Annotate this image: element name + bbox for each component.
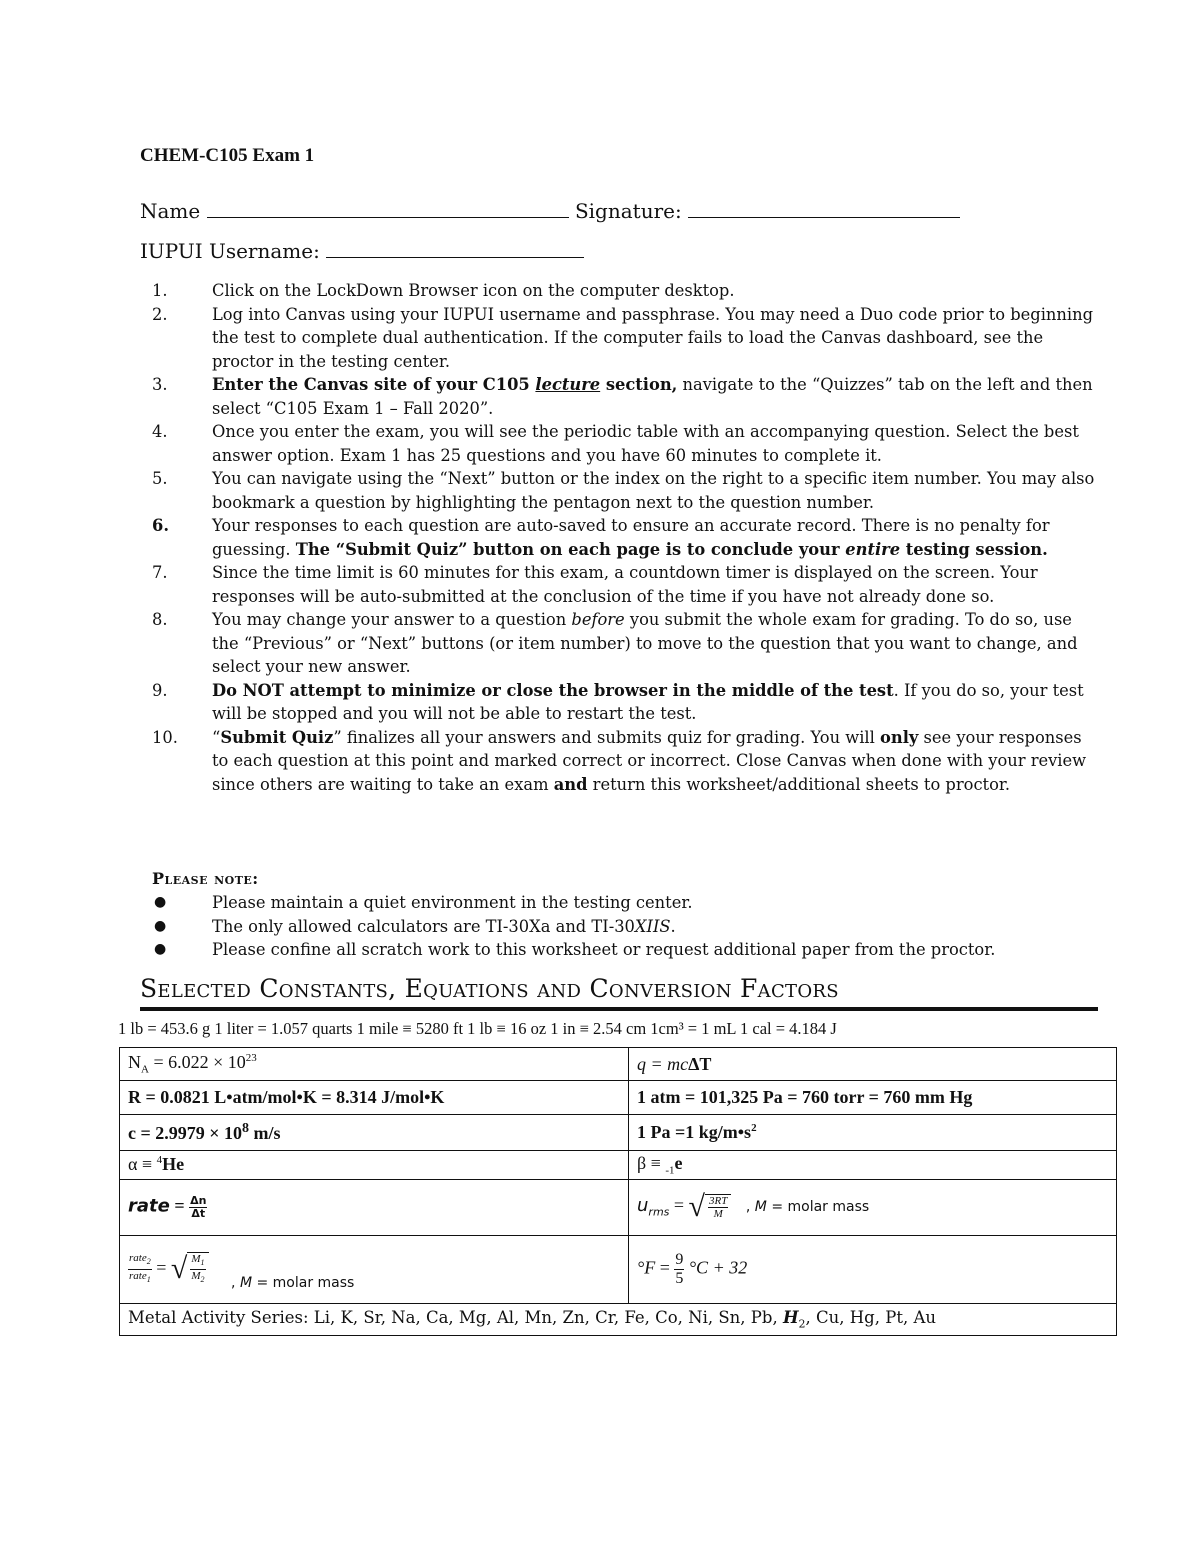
instruction-number: 1. (152, 281, 168, 300)
table-row (120, 1303, 1117, 1335)
instruction-item: 5. You can navigate using the “Next” button or the index on the right to a specific item number. You may also bookmark a question by highlighting the pentagon next to the question number. (152, 469, 1095, 512)
instruction-item: 7. Since the time limit is 60 minutes for this exam, a countdown timer is displayed on the screen. Your responses will be auto-submitted at the conclusion of the time if you have not already done so. (152, 563, 1038, 606)
beta-cell: β ≡ $_{-1}$e (629, 1151, 1117, 1180)
username-row (140, 239, 584, 263)
temperature-cell: °F = $\frac{9}{5}$ °C + 32 (629, 1235, 1117, 1303)
username-label: IUPUI Username: (140, 239, 320, 263)
note-heading: Please note: (152, 869, 259, 888)
username-field[interactable] (326, 239, 584, 258)
instruction-number: 7. (152, 563, 168, 582)
name-field[interactable] (207, 199, 569, 218)
signature-field[interactable] (688, 199, 960, 218)
table-row (120, 1179, 1117, 1235)
light-speed-cell: $c = 2.9979 \times 10^8$ m/s (120, 1115, 629, 1151)
note-bullet-item: ● Please confine all scratch work to this worksheet or request additional paper from the proctor. (140, 938, 1100, 962)
table-row (120, 1081, 1117, 1115)
avogadro-cell: $N_A = 6.022 \times 10^{23}$ (120, 1048, 629, 1081)
graham-cell: $\frac{rate_2}{rate_1}$ = √ $\frac{M_1}{M_2}$ $_{, M = molar mass}$ (120, 1235, 629, 1303)
note-bullet-item: ● Please maintain a quiet environment in the testing center. (140, 891, 1100, 915)
note-bullet-item: ● The only allowed calculators are TI-30Xa and TI-30XIIS. (140, 915, 1100, 939)
bullet-icon: ● (154, 917, 167, 934)
instruction-item: 6. Your responses to each question are auto-saved to ensure an accurate record. There is no penalty for guessing. The “Submit Quiz” button on each page is to conclude your entire testing session. (152, 516, 1050, 559)
heading-rule (140, 1007, 1098, 1011)
metal-activity-cell: Metal Activity Series: Li, K, Sr, Na, Ca, Mg, Al, Mn, Zn, Cr, Fe, Co, Ni, Sn, Pb, $H_2$, Cu, Hg, Pt, Au (120, 1303, 1117, 1335)
instruction-item: 9. Do NOT attempt to minimize or close the browser in the middle of the test. If you do so, your test will be stopped and you will not be able to restart the test. (152, 680, 1084, 723)
instruction-item: 2. Log into Canvas using your IUPUI username and passphrase. You may need a Duo code prior to beginning the test to complete dual authentication. If the computer fails to load the Canvas dashboard, see the proctor in the testing center. (152, 304, 1093, 371)
instruction-number: 9. (152, 680, 168, 700)
instruction-item: 3. Enter the Canvas site of your C105 lecture section, navigate to the “Quizzes” tab on the left and then select “C105 Exam 1 – Fall 2020”. (152, 375, 1093, 418)
instruction-item: 8. You may change your answer to a question before you submit the whole exam for grading. To do so, use the “Previous” or “Next” buttons (or item number) to move to the question that you want to change, and select your new answer. (152, 610, 1078, 676)
constants-heading: Selected Constants, Equations and Conversion Factors (140, 974, 839, 1003)
signature-label: Signature: (574, 199, 682, 223)
heat-cell: q = mcΔT (629, 1048, 1117, 1081)
equations-table (119, 1047, 1117, 1336)
instruction-number: 2. (152, 304, 168, 324)
instruction-item: 1. Click on the LockDown Browser icon on the computer desktop. (140, 279, 1100, 303)
rate-cell: rate = $\frac{\Delta n}{\Delta t}$ (120, 1179, 629, 1235)
atm-cell: 1 atm = 101,325 Pa = 760 torr = 760 mm Hg (629, 1081, 1117, 1115)
instructions-list (140, 279, 1100, 796)
instruction-number: 3. (152, 375, 168, 394)
page-title: CHEM-C105 Exam 1 (140, 145, 315, 166)
instruction-number: 8. (152, 610, 168, 629)
name-row (140, 199, 960, 223)
instruction-number: 6. (152, 516, 169, 535)
name-label: Name (140, 199, 201, 223)
instruction-item: 4. Once you enter the exam, you will see the periodic table with an accompanying question. Select the best answer option. Exam 1 has 25 questions and you have 60 minutes to complete it. (152, 422, 1079, 465)
table-row (120, 1151, 1117, 1180)
instruction-number: 4. (152, 422, 168, 441)
pascal-cell: 1 Pa =1 $kg/m•s^2$ (629, 1115, 1117, 1151)
instruction-item: 10. “Submit Quiz” finalizes all your answers and submits quiz for grading. You will only see your responses to each question at this point and marked correct or incorrect. Close Canvas when done with your review since others are waiting to take an exam and return this worksheet/additional sheets to proctor. (152, 727, 1087, 794)
gas-constant-cell: R = 0.0821 L•atm/mol•K = 8.314 J/mol•K (120, 1081, 629, 1115)
alpha-cell: α ≡ $^4$He (120, 1151, 629, 1180)
urms-cell: $u_{rms}$ = √ $\frac{3RT}{M}$ , M = molar mass (629, 1179, 1117, 1235)
bullet-icon: ● (154, 941, 167, 957)
note-bullets (140, 891, 1100, 962)
table-row (120, 1048, 1117, 1081)
table-row (120, 1235, 1117, 1303)
table-row (120, 1115, 1117, 1151)
conversion-factors: 1 lb = 453.6 g 1 liter = 1.057 quarts 1 mile ≡ 5280 ft 1 lb ≡ 16 oz 1 in ≡ 2.54 cm 1cm³ = 1 mL 1 cal = 4.184 J (118, 1019, 837, 1038)
bullet-icon: ● (154, 894, 167, 910)
instruction-number: 5. (152, 469, 168, 488)
instruction-number: 10. (152, 727, 178, 747)
